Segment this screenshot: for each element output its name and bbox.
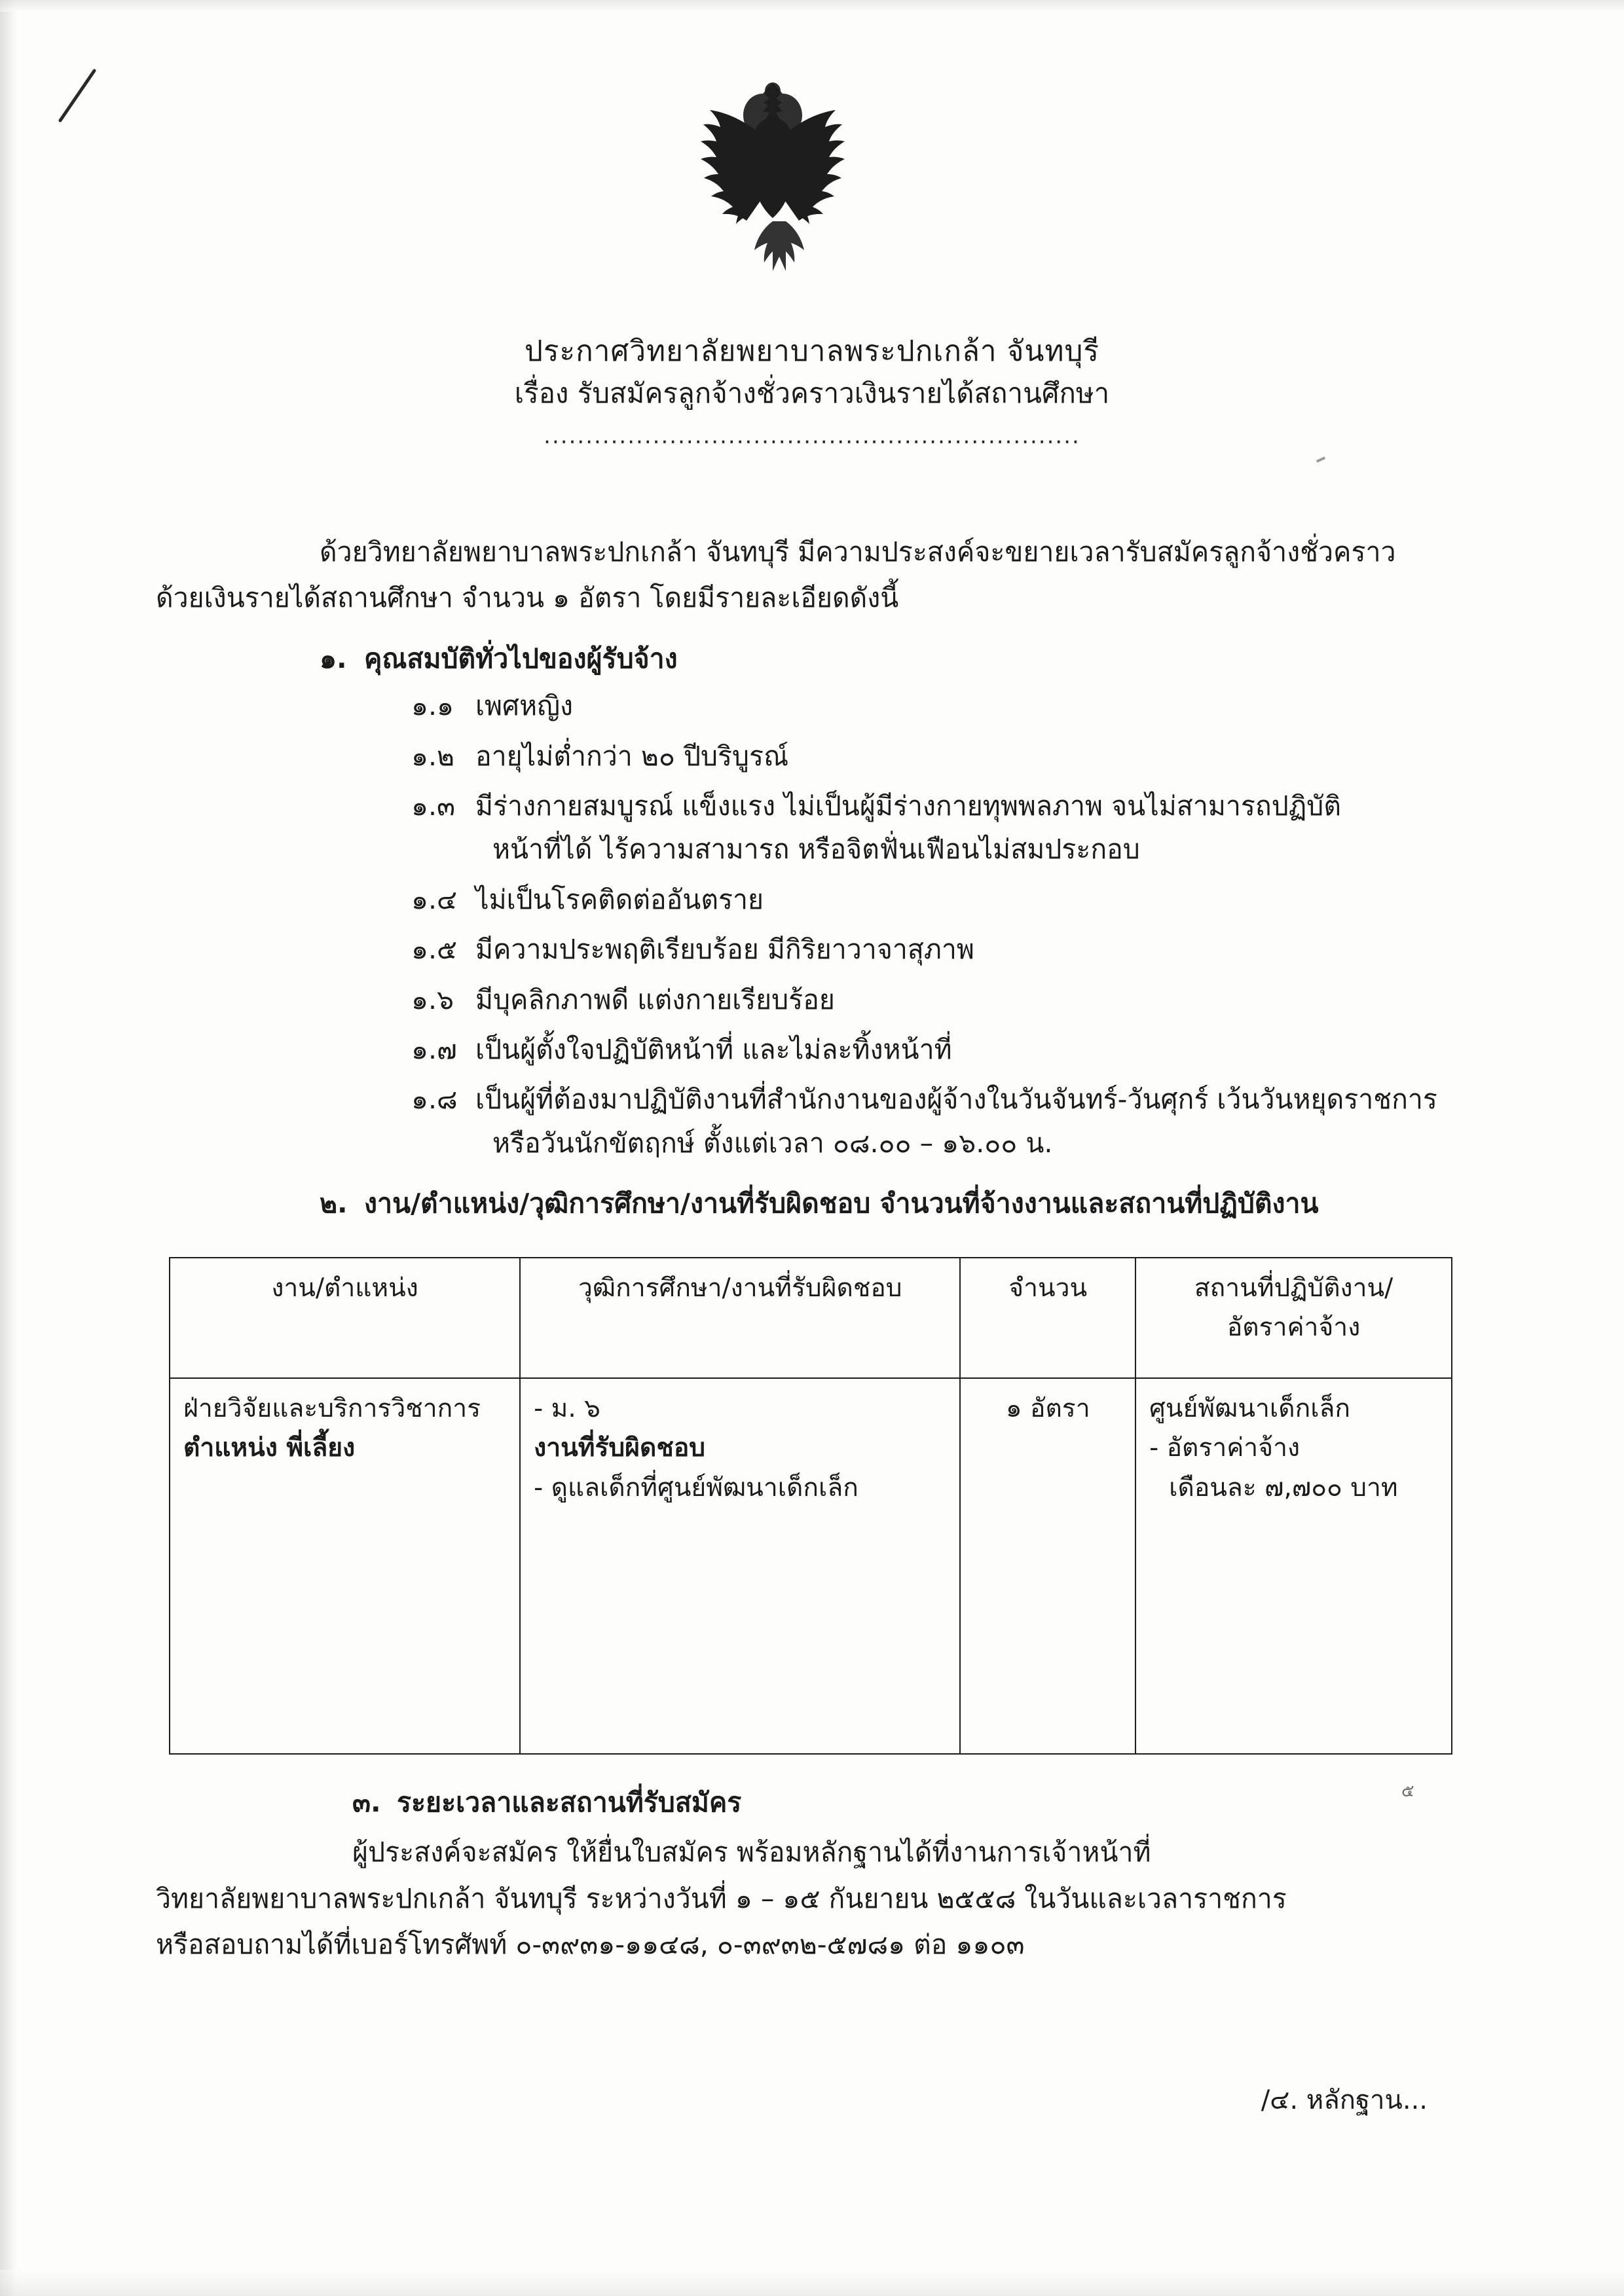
qualification-list <box>156 684 1479 1165</box>
section-2-number: ๒. <box>320 1188 348 1220</box>
education-line-1: - ม. ๖ <box>534 1394 600 1423</box>
table-header-row <box>170 1258 1452 1378</box>
intro-paragraph-2: ด้วยเงินรายได้สถานศึกษา จำนวน ๑ อัตรา โดยมีรายละเอียดดังนี้ <box>156 582 899 614</box>
section-3-paragraph-3: หรือสอบถามได้ที่เบอร์โทรศัพท์ ๐-๓๙๓๑-๑๑๔๘, ๐-๓๙๓๒-๕๗๘๑ ต่อ ๑๑๐๓ <box>156 1929 1025 1961</box>
education-line-3: - ดูแลเด็กที่ศูนย์พัฒนาเด็กเล็ก <box>534 1472 858 1503</box>
intro-paragraph-1: ด้วยวิทยาลัยพยาบาลพระปกเกล้า จันทบุรี มีความประสงค์จะขยายเวลารับสมัครลูกจ้างชั่วคราว <box>320 536 1396 568</box>
section-3-paragraph-2: วิทยาลัยพยาบาลพระปกเกล้า จันทบุรี ระหว่างวันที่ ๑ – ๑๕ กันยายน ๒๕๕๘ ในวันและเวลาราชการ <box>156 1882 1287 1914</box>
table-row <box>170 1378 1452 1754</box>
document-title-block <box>0 331 1624 449</box>
item-text <box>475 1078 1479 1165</box>
item-number: ๑.๕ <box>411 934 458 966</box>
position-line-1: ฝ่ายวิจัยและบริการวิชาการ <box>183 1394 481 1423</box>
cell-position <box>170 1378 520 1754</box>
list-item <box>156 684 1479 727</box>
item-text: มีความประพฤติเรียบร้อย มีกิริยาวาจาสุภาพ <box>475 934 974 966</box>
item-number: ๑.๘ <box>411 1084 458 1116</box>
item-text: เพศหญิง <box>475 690 574 722</box>
cell-place <box>1135 1378 1452 1754</box>
list-item <box>156 878 1479 921</box>
section-3-number: ๓. <box>352 1787 381 1818</box>
section-2-heading <box>156 1182 1479 1225</box>
item-text: เป็นผู้ตั้งใจปฏิบัติหน้าที่ และไม่ละทิ้งหน้าที่ <box>475 1034 952 1066</box>
stray-ink-mark <box>1316 456 1325 463</box>
section-1-title: คุณสมบัติทั่วไปของผู้รับจ้าง <box>364 642 678 674</box>
section-1-number: ๑. <box>320 642 347 674</box>
item-number: ๑.๖ <box>411 983 454 1015</box>
page-subtitle: เรื่อง รับสมัครลูกจ้างชั่วคราวเงินรายได้สถานศึกษา <box>514 376 1110 409</box>
item-text-line-1: เป็นผู้ที่ต้องมาปฏิบัติงานที่สำนักงานของผู้จ้างในวันจันทร์-วันศุกร์ เว้นวันหยุดราชการ <box>475 1084 1437 1116</box>
item-number: ๑.๗ <box>411 1034 457 1066</box>
item-text: มีบุคลิกภาพดี แต่งกายเรียบร้อย <box>475 983 835 1015</box>
cell-amount: ๑ อัตรา <box>960 1378 1135 1754</box>
column-header-place-line-2: อัตราค่าจ้าง <box>1227 1313 1361 1343</box>
column-header-place <box>1135 1258 1452 1378</box>
place-line-1: ศูนย์พัฒนาเด็กเล็ก <box>1149 1394 1351 1423</box>
section-3-paragraph-1: ผู้ประสงค์จะสมัคร ให้ยื่นใบสมัคร พร้อมหลักฐานได้ที่งานการเจ้าหน้าที่ <box>352 1836 1151 1868</box>
page-continuation-note: /๔. หลักฐาน... <box>1261 2085 1428 2115</box>
pen-stroke-icon <box>56 68 100 124</box>
stray-handwritten-note: ๕ <box>1401 1781 1414 1801</box>
section-3-heading <box>156 1781 1479 1824</box>
position-line-2: ตำแหน่ง พี่เลี้ยง <box>183 1433 356 1463</box>
item-text-line-1: มีร่างกายสมบูรณ์ แข็งแรง ไม่เป็นผู้มีร่างกายทุพพลภาพ จนไม่สามารถปฏิบัติ <box>475 790 1341 822</box>
column-header-position: งาน/ตำแหน่ง <box>170 1258 520 1378</box>
list-item <box>156 735 1479 778</box>
job-table <box>169 1257 1452 1755</box>
cell-education <box>520 1378 960 1754</box>
item-text <box>475 784 1479 871</box>
column-header-place-line-1: สถานที่ปฏิบัติงาน/ <box>1194 1273 1393 1303</box>
column-header-amount: จำนวน <box>960 1258 1135 1378</box>
garuda-emblem-icon <box>674 72 871 288</box>
item-number: ๑.๔ <box>411 883 458 915</box>
section-3-title: ระยะเวลาและสถานที่รับสมัคร <box>397 1787 742 1818</box>
list-item <box>156 928 1479 971</box>
item-text-line-2: หน้าที่ได้ ไร้ความสามารถ หรือจิตฟั่นเฟือนไม่สมประกอบ <box>492 833 1140 866</box>
item-text-line-2: หรือวันนักขัตฤกษ์ ตั้งแต่เวลา ๐๘.๐๐ – ๑๖.๐๐ น. <box>492 1127 1053 1159</box>
list-item <box>156 978 1479 1021</box>
place-line-3: เดือนละ ๗,๗๐๐ บาท <box>1169 1472 1398 1503</box>
section-1-heading <box>156 637 1479 680</box>
column-header-education: วุฒิการศึกษา/งานที่รับผิดชอบ <box>520 1258 960 1378</box>
list-item <box>156 784 1479 871</box>
scan-edge-top <box>0 0 1624 12</box>
item-text: อายุไม่ต่ำกว่า ๒๐ ปีบริบูรณ์ <box>475 740 789 772</box>
job-table-wrapper <box>169 1257 1452 1755</box>
item-text: ไม่เป็นโรคติดต่ออันตราย <box>475 883 764 915</box>
scan-edge-bottom <box>0 2270 1624 2296</box>
document-tail <box>156 1781 1479 1969</box>
dotted-divider: ................................................................ <box>544 422 1080 449</box>
document-body <box>156 530 1479 1230</box>
item-number: ๑.๑ <box>411 690 454 722</box>
section-2-title: งาน/ตำแหน่ง/วุฒิการศึกษา/งานที่รับผิดชอบ จำนวนที่จ้างงานและสถานที่ปฏิบัติงาน <box>364 1188 1319 1220</box>
list-item <box>156 1028 1479 1071</box>
item-number: ๑.๒ <box>411 740 455 772</box>
education-line-2: งานที่รับผิดชอบ <box>534 1433 705 1463</box>
item-number: ๑.๓ <box>411 790 456 822</box>
page-title: ประกาศวิทยาลัยพยาบาลพระปกเกล้า จันทบุรี <box>524 335 1100 368</box>
list-item <box>156 1078 1479 1165</box>
place-line-2: - อัตราค่าจ้าง <box>1149 1433 1301 1463</box>
